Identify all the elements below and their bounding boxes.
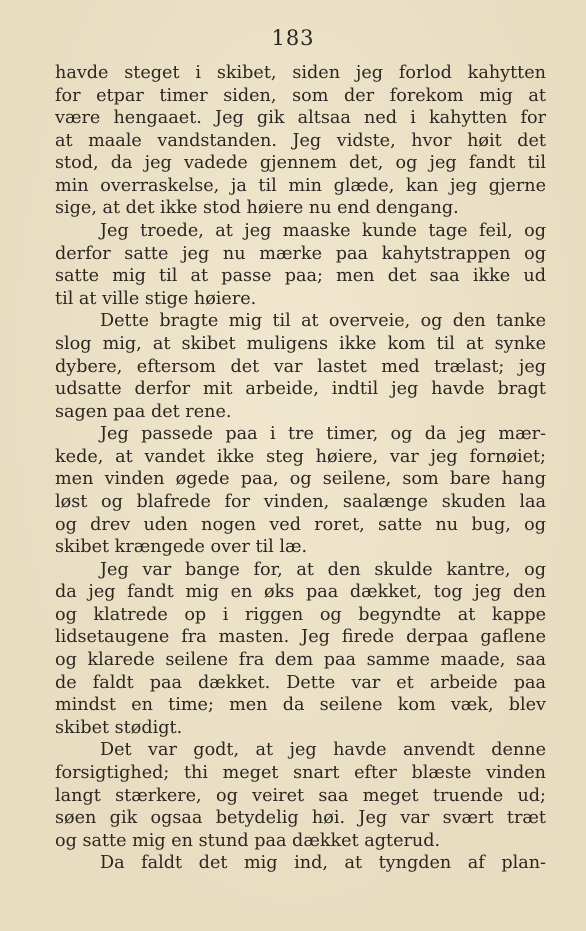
text-line: men vinden øgede paa, og seilene, som bare hang (55, 469, 546, 490)
text-line: stod, da jeg vadede gjennem det, og jeg fandt til (55, 153, 546, 174)
text-line: derfor satte jeg nu mærke paa kahytstrappen og (55, 243, 546, 264)
text-line: løst og blafrede for vinden, saalænge skuden laa (55, 491, 546, 512)
text-line: til at ville stige høiere. (55, 288, 257, 309)
text-line: mindst en time; men da seilene kom væk, blev (55, 695, 546, 716)
text-line: og satte mig en stund paa dækket agterud. (55, 830, 441, 851)
text-line: Jeg passede paa i tre timer, og da jeg mær- (100, 424, 546, 445)
text-line: udsatte derfor mit arbeide, indtil jeg havde bragt (55, 379, 546, 400)
text-line: Det var godt, at jeg havde anvendt denne (100, 740, 546, 761)
text-line: være hengaaet. Jeg gik altsaa ned i kahytten for (55, 108, 546, 129)
text-line: satte mig til at passe paa; men det saa ikke ud (55, 266, 546, 287)
text-line: skibet stødigt. (55, 717, 183, 738)
page-number: 183 (271, 26, 315, 50)
text-line: Jeg var bange for, at den skulde kantre, og (100, 559, 546, 580)
text-line: og klatrede op i riggen og begyndte at kappe (55, 604, 546, 625)
text-line: skibet krængede over til læ. (55, 537, 308, 558)
text-line: og klarede seilene fra dem paa samme maade, saa (55, 650, 546, 671)
text-line: og drev uden nogen ved roret, satte nu bug, og (55, 514, 546, 535)
text-line: for etpar timer siden, som der forekom mig at (55, 85, 546, 106)
text-line: kede, at vandet ikke steg høiere, var jeg fornøiet; (55, 446, 546, 467)
text-line: langt stærkere, og veiret saa meget truende ud; (55, 785, 546, 806)
text-line: søen gik ogsaa betydelig høi. Jeg var svært træt (55, 808, 546, 829)
text-line: slog mig, at skibet muligens ikke kom til at synke (55, 333, 546, 354)
text-line: Dette bragte mig til at overveie, og den tanke (100, 311, 546, 332)
text-line: sige, at det ikke stod høiere nu end dengang. (55, 198, 459, 219)
text-line: Da faldt det mig ind, at tyngden af plan- (100, 853, 546, 874)
text-line: da jeg fandt mig en øks paa dækket, tog jeg den (55, 582, 546, 603)
text-line: sagen paa det rene. (55, 401, 232, 422)
text-line: forsigtighed; thi meget snart efter blæste vinden (55, 762, 546, 783)
text-line: de faldt paa dækket. Dette var et arbeide paa (55, 672, 546, 693)
body-text (55, 62, 546, 875)
text-line: lidsetaugene fra masten. Jeg firede derpaa gaflene (55, 627, 546, 648)
text-line: dybere, eftersom det var lastet med trælast; jeg (55, 356, 546, 377)
text-line: Jeg troede, at jeg maaske kunde tage feil, og (100, 221, 546, 242)
text-line: min overraskelse, ja til min glæde, kan jeg gjerne (55, 175, 546, 196)
text-line: at maale vandstanden. Jeg vidste, hvor høit det (55, 130, 546, 151)
text-line: havde steget i skibet, siden jeg forlod kahytten (55, 63, 546, 83)
